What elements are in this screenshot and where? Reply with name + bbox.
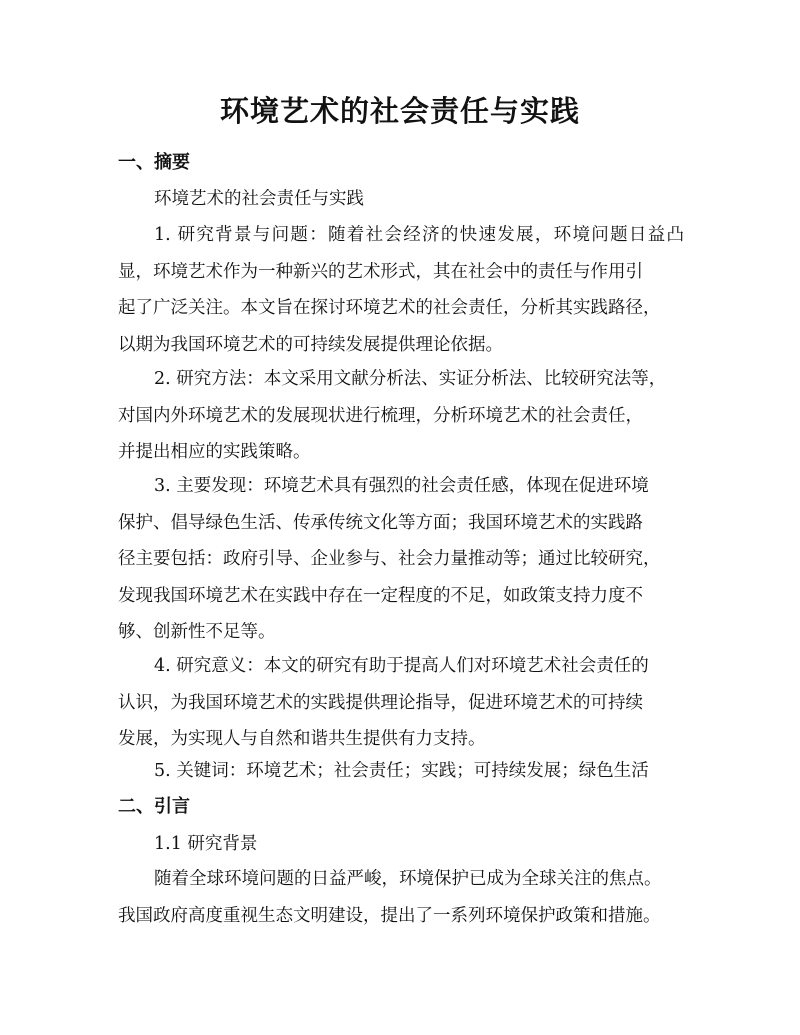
abstract-heading: 一、摘要 bbox=[118, 152, 190, 173]
paragraph-line: 2. 研究方法：本文采用文献分析法、实证分析法、比较研究法等， bbox=[154, 369, 667, 389]
paragraph-line: 显，环境艺术作为一种新兴的艺术形式，其在社会中的责任与作用引 bbox=[118, 261, 643, 282]
paragraph-line: 发展，为实现人与自然和谐共生提供有力支持。 bbox=[118, 729, 486, 749]
paragraph-line: 径主要包括：政府引导、企业参与、社会力量推动等；通过比较研究， bbox=[118, 549, 661, 569]
paragraph-line: 保护、倡导绿色生活、传承传统文化等方面；我国环境艺术的实践路 bbox=[118, 512, 643, 533]
abstract-paragraph-5 bbox=[118, 753, 684, 790]
paragraph-line: 认识，为我国环境艺术的实践提供理论指导，促进环境艺术的可持续 bbox=[118, 692, 643, 713]
document-title: 环境艺术的社会责任与实践 bbox=[219, 94, 580, 128]
abstract-paragraph-3 bbox=[118, 468, 684, 651]
keywords-line: 5. 关键词：环境艺术；社会责任；实践；可持续发展；绿色生活 bbox=[154, 761, 649, 781]
abstract-paragraph-4 bbox=[118, 648, 684, 758]
paragraph-line: 够、创新性不足等。 bbox=[118, 622, 276, 642]
paragraph-line: 我国政府高度重视生态文明建设，提出了一系列环境保护政策和措施。 bbox=[118, 905, 661, 926]
intro-heading: 二、引言 bbox=[118, 796, 190, 817]
abstract-subtitle: 环境艺术的社会责任与实践 bbox=[154, 189, 364, 209]
paragraph-line: 并提出相应的实践策略。 bbox=[118, 442, 311, 462]
paragraph-line: 以期为我国环境艺术的可持续发展提供理论依据。 bbox=[118, 334, 503, 355]
paragraph-line: 4. 研究意义：本文的研究有助于提高人们对环境艺术社会责任的 bbox=[154, 656, 649, 676]
paragraph-line: 对国内外环境艺术的发展现状进行梳理，分析环境艺术的社会责任， bbox=[118, 405, 643, 426]
paragraph-line: 1. 研究背景与问题：随着社会经济的快速发展，环境问题日益凸 bbox=[154, 225, 684, 245]
paragraph-line: 随着全球环境问题的日益严峻，环境保护已成为全球关注的焦点。 bbox=[154, 869, 662, 889]
paragraph-line: 3. 主要发现：环境艺术具有强烈的社会责任感，体现在促进环境 bbox=[154, 476, 649, 496]
paragraph-line: 起了广泛关注。本文旨在探讨环境艺术的社会责任，分析其实践路径， bbox=[118, 298, 661, 318]
paragraph-line: 发现我国环境艺术在实践中存在一定程度的不足，如政策支持力度不 bbox=[118, 585, 643, 606]
abstract-paragraph-1 bbox=[118, 217, 684, 363]
intro-paragraph bbox=[118, 861, 684, 934]
intro-subheading: 1.1 研究背景 bbox=[154, 834, 258, 854]
abstract-paragraph-2 bbox=[118, 361, 684, 471]
